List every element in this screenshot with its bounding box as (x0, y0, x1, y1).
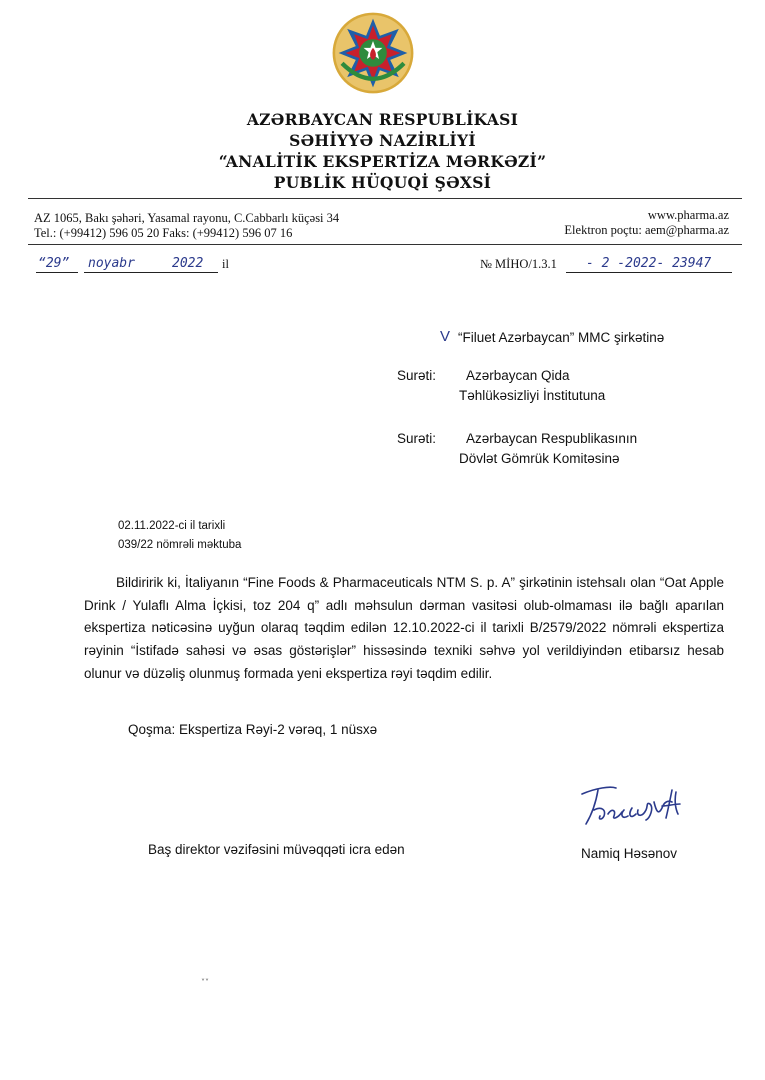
signatory-position: Baş direktor vəzifəsini müvəqqəti icra edən (148, 842, 405, 857)
phone-fax-text: Tel.: (+99412) 596 05 20 Faks: (+99412) 596 07 16 (34, 226, 293, 240)
header-rule-bottom (28, 244, 742, 245)
header-line-3: “ANALİTİK EKSPERTİZA MƏRKƏZİ” (218, 152, 547, 171)
date-day-underline (36, 272, 78, 273)
date-month-underline (84, 272, 168, 273)
email-text: Elektron poçtu: aem@pharma.az (564, 223, 729, 237)
handwritten-signature (576, 780, 696, 832)
header-rule-top (28, 198, 742, 199)
website-text: www.pharma.az (647, 208, 729, 222)
copy1-line1: Azərbaycan Qida (466, 368, 570, 383)
document-number-label: № MİHO/1.3.1 (480, 257, 557, 271)
copy1-line2: Təhlükəsizliyi İnstitutuna (459, 388, 606, 403)
header-line-1: AZƏRBAYCAN RESPUBLİKASI (246, 110, 519, 129)
check-mark: V (440, 328, 451, 345)
copy-label-1: Surəti: (397, 368, 437, 383)
date-year-underline (168, 272, 218, 273)
reference-line-1: 02.11.2022-ci il tarixli (118, 520, 226, 532)
attachment-line: Qoşma: Ekspertiza Rəyi-2 vərəq, 1 nüsxə (128, 722, 378, 737)
copy2-line1: Azərbaycan Respublikasının (466, 431, 638, 446)
date-suffix: il (222, 257, 229, 271)
date-month: noyabr (88, 256, 135, 271)
stray-ink-mark: ˅˅ (201, 978, 209, 987)
signatory-name: Namiq Həsənov (581, 846, 678, 861)
copy2-line2: Dövlət Gömrük Komitəsinə (459, 451, 620, 466)
header-line-4: PUBLİK HÜQUQİ ŞƏXSİ (273, 173, 492, 192)
document-number-underline (566, 272, 732, 273)
body-paragraph: Bildiririk ki, İtaliyanın “Fine Foods & Pharmaceuticals NTM S. p. A” şirkətinin istehsalı olan “Oat Apple Drink / Yulaflı Alma İçkisi, toz 204 q” adlı məhsulun dərman vasitəsi olub-olmaması ilə bağlı aparılan ekspertiza nəticəsinə uyğun olaraq təqdim edilən 12.10.2022-ci il tarixli B/2579/2022 nömrəli ekspertiza rəyinin “İstifadə sahəsi və əsas göstərişlər” hissəsində texniki səhvə yol verildiyindən etibarsız hesab olunur və düzəliş olunmuş formada yeni ekspertiza rəyi təqdim edilir. (84, 575, 724, 681)
date-day: “29” (38, 256, 70, 271)
address-text: AZ 1065, Bakı şəhəri, Yasamal rayonu, C.Cabbarlı küçəsi 34 (34, 211, 340, 225)
copy-label-2: Surəti: (397, 431, 437, 446)
reference-line-2: 039/22 nömrəli məktuba (118, 539, 242, 551)
header-line-2: SƏHİYYƏ NAZİRLİYİ (289, 131, 476, 150)
main-recipient: “Filuet Azərbaycan” MMC şirkətinə (458, 330, 665, 345)
date-year: 2022 (172, 256, 204, 271)
document-number-value: - 2 -2022- 23947 (586, 256, 712, 271)
coat-of-arms-emblem (330, 10, 416, 96)
